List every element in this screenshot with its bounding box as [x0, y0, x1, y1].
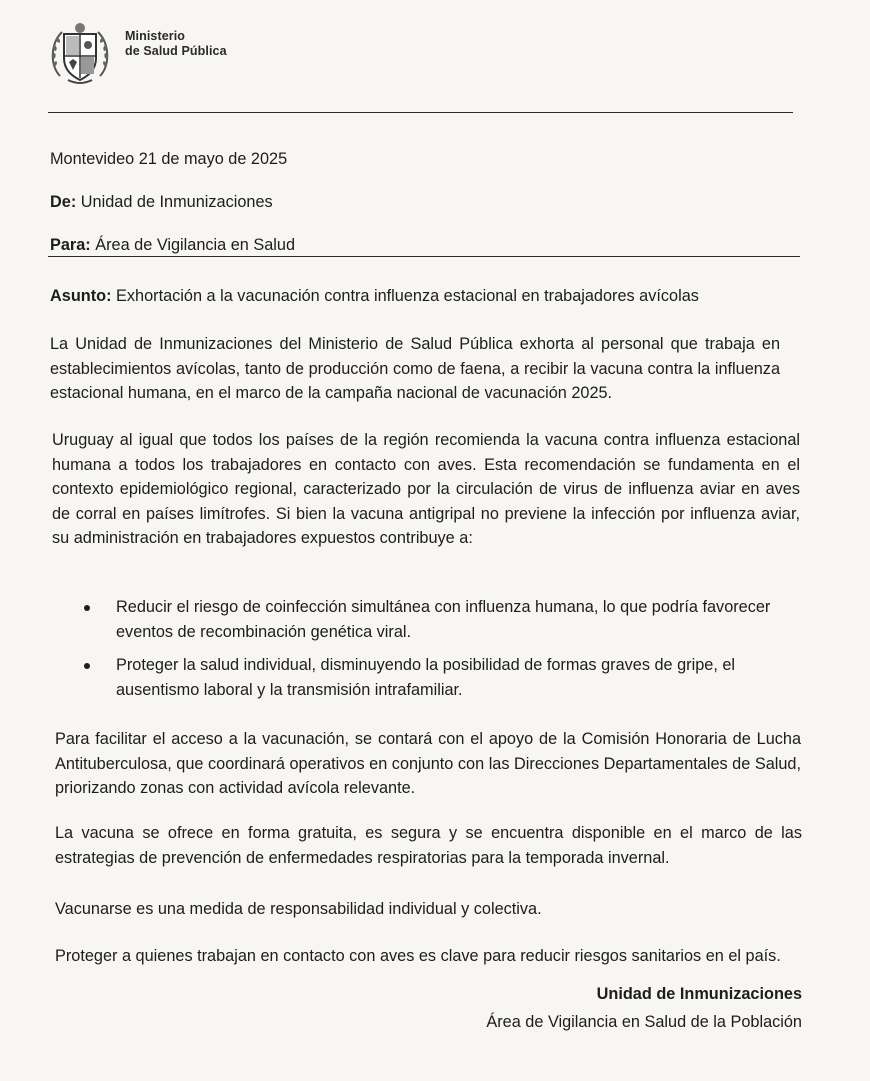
ministry-name	[125, 29, 227, 59]
body-paragraph-6: Proteger a quienes trabajan en contacto con aves es clave para reducir riesgos sanitarios en el país.	[55, 947, 781, 965]
signature-area: Área de Vigilancia en Salud de la Población	[486, 1013, 802, 1031]
to-divider	[48, 256, 800, 257]
from-line	[50, 192, 273, 212]
body-paragraph-5: Vacunarse es una medida de responsabilidad individual y colectiva.	[55, 900, 542, 918]
subject-label: Asunto:	[50, 287, 112, 305]
bullet-item	[84, 595, 804, 644]
body-paragraph-3: Para facilitar el acceso a la vacunación, se contará con el apoyo de la Comisión Honoraria de Lucha Antituberculosa, que coordinará operativos en conjunto con las Direcciones Departamentales de Salud, priorizando zonas con actividad avícola relevante.	[55, 730, 801, 797]
body-paragraph-2: Uruguay al igual que todos los países de la región recomienda la vacuna contra influenza estacional humana a todos los trabajadores en contacto con aves. Esta recomendación se fundamenta en el contexto epidemiológico regional, caracterizado por la circulación de virus de influenza aviar en aves de corral en países limítrofes. Si bien la vacuna antigripal no previene la infección por influenza aviar, su administración en trabajadores expuestos contribuye a:	[52, 431, 800, 547]
from-value: Unidad de Inmunizaciones	[80, 193, 273, 211]
header-divider	[48, 112, 793, 113]
subject-line	[50, 286, 699, 306]
from-label: De:	[50, 193, 77, 211]
to-value: Área de Vigilancia en Salud	[95, 236, 296, 254]
subject-value: Exhortación a la vacunación contra influenza estacional en trabajadores avícolas	[116, 287, 699, 305]
bullet-icon	[84, 663, 90, 669]
bullet-item	[84, 653, 804, 702]
ministry-line-1: Ministerio	[125, 29, 186, 43]
body-paragraph-4: La vacuna se ofrece en forma gratuita, es segura y se encuentra disponible en el marco de las estrategias de prevención de enfermedades respiratorias para la temporada invernal.	[55, 824, 802, 867]
letterhead	[48, 18, 308, 90]
coat-of-arms-seal	[48, 18, 112, 88]
signature-unit: Unidad de Inmunizaciones	[596, 985, 802, 1003]
ministry-line-2: de Salud Pública	[125, 44, 227, 58]
bullet-icon	[84, 605, 90, 611]
to-label: Para:	[50, 236, 91, 254]
date-line: Montevideo 21 de mayo de 2025	[50, 150, 288, 168]
bullet-text: Reducir el riesgo de coinfección simultánea con influenza humana, lo que podría favorecer eventos de recombinación genética viral.	[116, 598, 771, 641]
to-line	[50, 235, 295, 255]
bullet-text: Proteger la salud individual, disminuyendo la posibilidad de formas graves de gripe, el ausentismo laboral y la transmisión intrafamiliar.	[116, 656, 736, 699]
bullet-list	[84, 595, 804, 711]
body-paragraph-1: La Unidad de Inmunizaciones del Ministerio de Salud Pública exhorta al personal que trabaja en establecimientos avícolas, tanto de producción como de faena, a recibir la vacuna contra la influenza estacional humana, en el marco de la campaña nacional de vacunación 2025.	[50, 335, 780, 402]
